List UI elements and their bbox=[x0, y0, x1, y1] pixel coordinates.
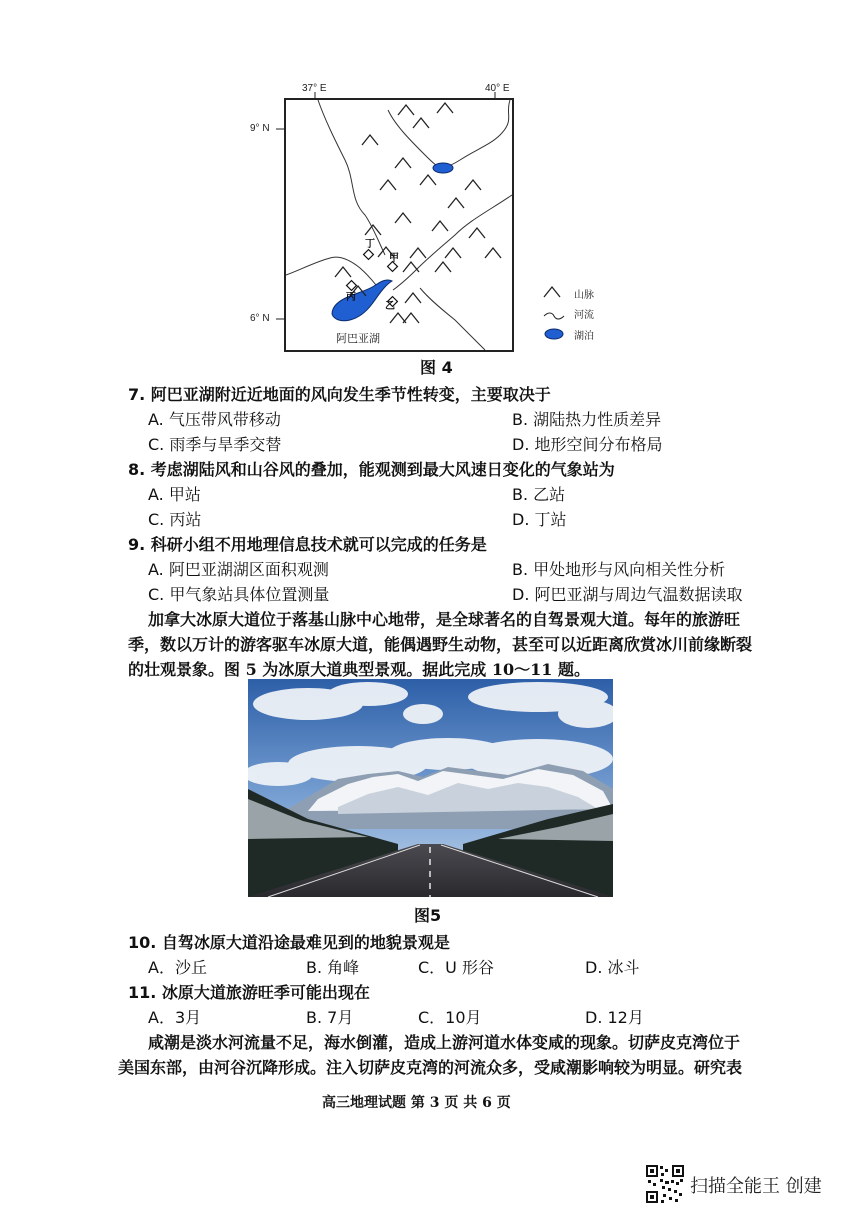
question-11-option-b: B. 7月 bbox=[306, 1008, 354, 1027]
question-9-option-b: B. 甲处地形与风向相关性分析 bbox=[512, 560, 726, 579]
question-11-option-a: A．3月 bbox=[148, 1008, 202, 1027]
question-10-option-a: A．沙丘 bbox=[148, 958, 207, 977]
question-8-option-c: C. 丙站 bbox=[148, 510, 202, 529]
legend-mountain-label: 山脉 bbox=[574, 290, 594, 301]
icefields-parkway-photo bbox=[248, 679, 613, 897]
passage-1-line-1: 加拿大冰原大道位于落基山脉中心地带，是全球著名的自驾景观大道。每年的旅游旺 bbox=[148, 610, 741, 629]
question-11-option-d: D. 12月 bbox=[585, 1008, 644, 1027]
question-11-option-c: C．10月 bbox=[418, 1008, 482, 1027]
legend-lake-label: 湖泊 bbox=[574, 331, 594, 342]
passage-1-line-2: 季，数以万计的游客驱车冰原大道，能偶遇野生动物，甚至可以近距离欣赏冰川前缘断裂 bbox=[128, 635, 753, 654]
station-jia-label: 甲 bbox=[389, 253, 399, 264]
map-frame bbox=[284, 98, 514, 352]
question-9-option-d: D. 阿巴亚湖与周边气温数据读取 bbox=[512, 585, 743, 604]
lake-name-label: 阿巴亚湖 bbox=[336, 332, 380, 345]
latitude-label-6: 6° N bbox=[250, 313, 270, 324]
question-8-option-d: D. 丁站 bbox=[512, 510, 567, 529]
longitude-label-37: 37° E bbox=[302, 83, 327, 94]
question-7-option-b: B. 湖陆热力性质差异 bbox=[512, 410, 662, 429]
question-8-option-a: A. 甲站 bbox=[148, 485, 201, 504]
question-9-option-a: A. 阿巴亚湖湖区面积观测 bbox=[148, 560, 329, 579]
station-ding-label: 丁 bbox=[365, 239, 375, 250]
scanner-watermark: 扫描全能王 创建 bbox=[690, 1176, 822, 1197]
question-7-option-d: D. 地形空间分布格局 bbox=[512, 435, 663, 454]
question-9-option-c: C. 甲气象站具体位置测量 bbox=[148, 585, 330, 604]
question-9-stem: 9. 科研小组不用地理信息技术就可以完成的任务是 bbox=[128, 535, 487, 554]
question-10-stem: 10. 自驾冰原大道沿途最难见到的地貌景观是 bbox=[128, 933, 450, 952]
question-8-stem: 8. 考虑湖陆风和山谷风的叠加，能观测到最大风速日变化的气象站为 bbox=[128, 460, 615, 479]
legend-lake-icon bbox=[545, 329, 563, 339]
legend-river-label: 河流 bbox=[574, 310, 594, 321]
question-8-option-b: B. 乙站 bbox=[512, 485, 566, 504]
qr-code-icon bbox=[645, 1164, 685, 1204]
question-10-option-c: C．U 形谷 bbox=[418, 958, 494, 977]
question-7-stem: 7. 阿巴亚湖附近近地面的风向发生季节性转变，主要取决于 bbox=[128, 385, 551, 404]
question-10-option-b: B. 角峰 bbox=[306, 958, 360, 977]
question-11-stem: 11. 冰原大道旅游旺季可能出现在 bbox=[128, 983, 370, 1002]
legend-mountain-icon bbox=[544, 287, 560, 297]
page-footer: 高三地理试题 第 3 页 共 6 页 bbox=[322, 1095, 511, 1111]
longitude-label-40: 40° E bbox=[485, 83, 510, 94]
figure-5-caption: 图5 bbox=[414, 906, 442, 925]
question-10-option-d: D. 冰斗 bbox=[585, 958, 640, 977]
station-yi-label: 乙 bbox=[385, 301, 395, 312]
passage-1-line-3: 的壮观景象。图 5 为冰原大道典型景观。据此完成 10～11 题。 bbox=[128, 660, 590, 679]
station-bing-label: 丙 bbox=[346, 292, 356, 303]
passage-2-line-1: 咸潮是淡水河流量不足，海水倒灌，造成上游河道水体变咸的现象。切萨皮克湾位于 bbox=[148, 1033, 741, 1052]
legend-river-icon bbox=[544, 313, 564, 319]
latitude-label-9: 9° N bbox=[250, 123, 270, 134]
question-7-option-c: C. 雨季与旱季交替 bbox=[148, 435, 282, 454]
passage-2-line-2: 美国东部，由河谷沉降形成。注入切萨皮克湾的河流众多，受咸潮影响较为明显。研究表 bbox=[118, 1058, 743, 1077]
figure-4-caption: 图 4 bbox=[420, 358, 453, 377]
question-7-option-a: A. 气压带风带移动 bbox=[148, 410, 281, 429]
